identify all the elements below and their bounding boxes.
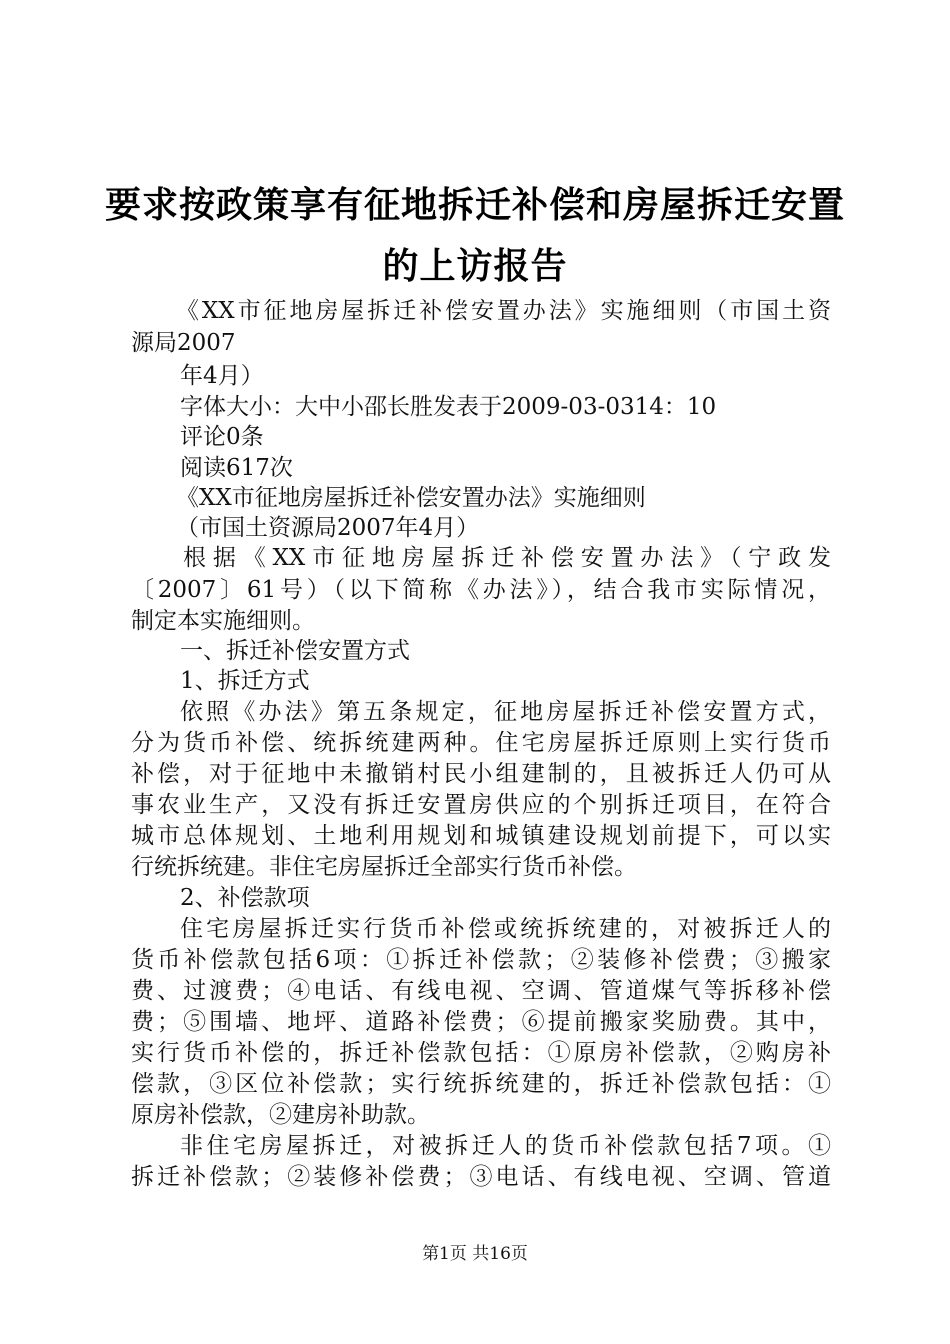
- body-line: 偿款，③区位补偿款；实行统拆统建的，拆迁补偿款包括：①: [131, 1071, 831, 1097]
- meta-font-size-author-date: 字体大小：大中小邵长胜发表于2009-03-0314：10: [180, 394, 717, 420]
- body-line: 依照《办法》第五条规定，征地房屋拆迁补偿安置方式，: [180, 699, 831, 725]
- meta-read-count: 阅读617次: [180, 455, 293, 481]
- subsection-heading: 1、拆迁方式: [180, 668, 310, 694]
- body-line: 行统拆统建。非住宅房屋拆迁全部实行货币补偿。: [131, 854, 637, 880]
- body-line: 实行货币补偿的，拆迁补偿款包括：①原房补偿款，②购房补: [131, 1040, 831, 1066]
- body-line: 住宅房屋拆迁实行货币补偿或统拆统建的，对被拆迁人的: [180, 916, 831, 942]
- body-line: 非住宅房屋拆迁，对被拆迁人的货币补偿款包括7项。①: [180, 1133, 831, 1159]
- document-title-line-2: 的上访报告: [382, 246, 568, 287]
- body-line: 原房补偿款，②建房补助款。: [131, 1102, 430, 1128]
- body-line: 分为货币补偿、统拆统建两种。住宅房屋拆迁原则上实行货币: [131, 730, 831, 756]
- body-line: 补偿，对于征地中未撤销村民小组建制的，且被拆迁人仍可从: [131, 761, 831, 787]
- body-line: 拆迁补偿款；②装修补偿费；③电话、有线电视、空调、管道: [131, 1164, 831, 1190]
- subsection-heading: 2、补偿款项: [180, 885, 310, 911]
- body-line: 根据《XX市征地房屋拆迁补偿安置办法》（宁政发: [183, 545, 831, 571]
- body-line: 城市总体规划、土地利用规划和城镇建设规划前提下，可以实: [131, 823, 831, 849]
- body-line: 〔2007〕61号）（以下简称《办法》），结合我市实际情况，: [131, 577, 831, 603]
- body-line: 《XX市征地房屋拆迁补偿安置办法》实施细则: [176, 485, 646, 511]
- document-title-line-1: 要求按政策享有征地拆迁补偿和房屋拆迁安置: [104, 185, 845, 226]
- meta-comment-count: 评论0条: [180, 424, 264, 450]
- body-line: 源局2007: [131, 330, 236, 356]
- body-line: 费、过渡费；④电话、有线电视、空调、管道煤气等拆移补偿: [131, 978, 831, 1004]
- section-heading: 一、拆迁补偿安置方式: [180, 638, 410, 664]
- body-line: 货币补偿款包括6项：①拆迁补偿款；②装修补偿费；③搬家: [131, 947, 831, 973]
- page-number-footer: 第1页 共16页: [422, 1244, 528, 1264]
- body-line: 费；⑤围墙、地坪、道路补偿费；⑥提前搬家奖励费。其中，: [131, 1009, 831, 1035]
- body-line: 事农业生产，又没有拆迁安置房供应的个别拆迁项目，在符合: [131, 792, 831, 818]
- body-line: 《XX市征地房屋拆迁补偿安置办法》实施细则（市国土资: [176, 298, 831, 324]
- body-line: 年4月）: [180, 363, 264, 389]
- body-line: 制定本实施细则。: [131, 608, 315, 634]
- body-line: （市国土资源局2007年4月）: [176, 515, 480, 541]
